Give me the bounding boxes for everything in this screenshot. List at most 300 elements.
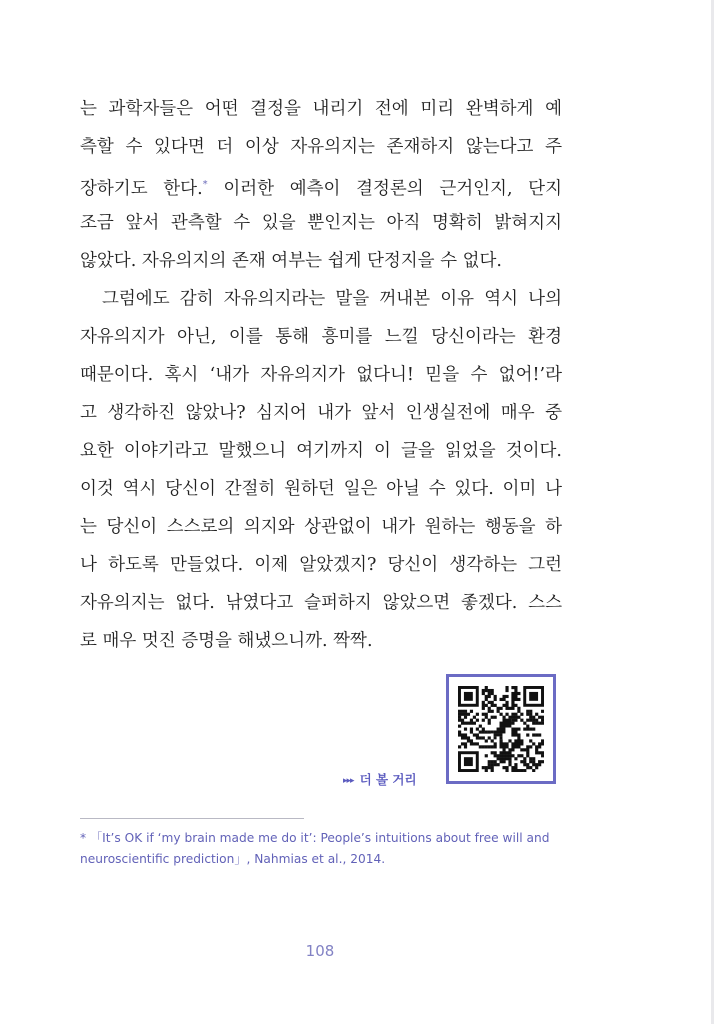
qr-module bbox=[491, 760, 494, 763]
qr-module bbox=[535, 766, 538, 769]
qr-module bbox=[479, 736, 482, 739]
qr-module bbox=[523, 757, 526, 760]
qr-module bbox=[541, 710, 544, 713]
text-line: 자유의지가 아닌, 이를 통해 흥미를 느낄 당신이라는 환경 bbox=[80, 327, 562, 347]
qr-module bbox=[485, 745, 488, 748]
qr-module bbox=[458, 719, 461, 722]
text-line: 요한 이야기라고 말했으니 여기까지 이 글을 읽었을 것이다. bbox=[80, 441, 562, 461]
qr-module bbox=[497, 707, 500, 710]
qr-module bbox=[488, 760, 491, 763]
page-number: 108 bbox=[305, 942, 335, 960]
qr-module bbox=[514, 719, 517, 722]
qr-module bbox=[514, 713, 517, 716]
qr-module bbox=[458, 730, 461, 733]
qr-module bbox=[517, 745, 520, 748]
qr-module bbox=[508, 716, 511, 719]
qr-module bbox=[505, 695, 508, 698]
qr-module bbox=[502, 704, 505, 707]
qr-module bbox=[476, 713, 479, 716]
qr-module bbox=[488, 701, 491, 704]
qr-module bbox=[520, 754, 523, 757]
qr-module bbox=[505, 769, 508, 772]
qr-module bbox=[494, 754, 497, 757]
qr-module bbox=[511, 754, 514, 757]
qr-module bbox=[511, 766, 514, 769]
qr-module bbox=[514, 739, 517, 742]
text-line: 로 매우 멋진 증명을 해냈으니까. 짝짝. bbox=[80, 631, 373, 651]
qr-module bbox=[514, 728, 517, 731]
qr-module bbox=[505, 701, 508, 704]
qr-module bbox=[476, 736, 479, 739]
qr-module bbox=[508, 739, 511, 742]
qr-module bbox=[497, 710, 500, 713]
qr-module bbox=[532, 742, 535, 745]
qr-module bbox=[520, 742, 523, 745]
qr-module bbox=[476, 719, 479, 722]
qr-module bbox=[511, 748, 514, 751]
qr-module bbox=[514, 730, 517, 733]
qr-module bbox=[517, 728, 520, 731]
qr-module bbox=[532, 769, 535, 772]
qr-module bbox=[482, 704, 485, 707]
qr-module bbox=[526, 748, 529, 751]
qr-module bbox=[461, 722, 464, 725]
qr-module bbox=[485, 704, 488, 707]
qr-module bbox=[476, 742, 479, 745]
qr-module bbox=[508, 751, 511, 754]
qr-module bbox=[508, 760, 511, 763]
qr-module bbox=[511, 701, 514, 704]
qr-module bbox=[491, 751, 494, 754]
qr-module bbox=[517, 707, 520, 710]
qr-module bbox=[535, 733, 538, 736]
qr-module bbox=[491, 716, 494, 719]
qr-module bbox=[517, 769, 520, 772]
qr-module bbox=[488, 695, 491, 698]
qr-module bbox=[541, 716, 544, 719]
qr-module bbox=[500, 698, 503, 701]
qr-module bbox=[479, 745, 482, 748]
qr-module bbox=[532, 719, 535, 722]
qr-module bbox=[529, 719, 532, 722]
qr-module bbox=[494, 716, 497, 719]
qr-module bbox=[538, 722, 541, 725]
qr-module bbox=[511, 733, 514, 736]
qr-module bbox=[526, 733, 529, 736]
qr-module bbox=[494, 695, 497, 698]
footnote bbox=[80, 828, 580, 870]
qr-module bbox=[526, 725, 529, 728]
qr-module bbox=[514, 698, 517, 701]
qr-module bbox=[514, 686, 517, 689]
text-line: 자유의지는 없다. 낚였다고 슬퍼하지 않았으면 좋겠다. 스스 bbox=[80, 593, 562, 613]
qr-module bbox=[488, 736, 491, 739]
text-line: 그럼에도 감히 자유의지라는 말을 꺼내본 이유 역시 나의 bbox=[102, 289, 562, 309]
qr-module bbox=[514, 763, 517, 766]
qr-module bbox=[532, 722, 535, 725]
qr-module bbox=[514, 733, 517, 736]
qr-module bbox=[500, 713, 503, 716]
qr-module bbox=[491, 704, 494, 707]
qr-module bbox=[491, 710, 494, 713]
text-segment: 이러한 예측이 결정론의 근거인지, 단지 bbox=[207, 179, 562, 199]
qr-module bbox=[476, 733, 479, 736]
qr-module bbox=[538, 733, 541, 736]
qr-module bbox=[523, 769, 526, 772]
qr-module bbox=[529, 745, 532, 748]
qr-module bbox=[482, 707, 485, 710]
qr-module bbox=[505, 704, 508, 707]
qr-module bbox=[514, 766, 517, 769]
text-line: 않았다. 자유의지의 존재 여부는 쉽게 단정지을 수 없다. bbox=[80, 251, 502, 271]
qr-module bbox=[520, 769, 523, 772]
qr-module bbox=[511, 716, 514, 719]
text-line: 고 생각하진 않았나? 심지어 내가 앞서 인생실전에 매우 중 bbox=[80, 403, 562, 423]
qr-module bbox=[526, 766, 529, 769]
qr-module bbox=[497, 763, 500, 766]
qr-module bbox=[529, 716, 532, 719]
qr-module bbox=[529, 710, 532, 713]
text-line: 이것 역시 당신이 간절히 원하던 일은 아닐 수 있다. 이미 나 bbox=[80, 479, 562, 499]
qr-module bbox=[535, 748, 538, 751]
qr-module bbox=[473, 733, 476, 736]
qr-module bbox=[488, 692, 491, 695]
qr-module bbox=[511, 769, 514, 772]
dinosaur-icon bbox=[491, 719, 512, 740]
qr-module bbox=[529, 757, 532, 760]
qr-module bbox=[458, 710, 461, 713]
qr-module bbox=[464, 710, 467, 713]
qr-module bbox=[529, 760, 532, 763]
more-to-see-label: 더 볼 거리 bbox=[359, 772, 417, 787]
qr-module bbox=[464, 736, 467, 739]
qr-module bbox=[508, 707, 511, 710]
qr-module bbox=[502, 754, 505, 757]
qr-module bbox=[470, 728, 473, 731]
qr-module bbox=[520, 719, 523, 722]
qr-module bbox=[461, 719, 464, 722]
qr-module bbox=[461, 733, 464, 736]
qr-module bbox=[535, 763, 538, 766]
qr-module bbox=[514, 745, 517, 748]
qr-module bbox=[461, 742, 464, 745]
qr-module bbox=[485, 713, 488, 716]
qr-module bbox=[500, 739, 503, 742]
text-line: 는 과학자들은 어떤 결정을 내리기 전에 미리 완벽하게 예 bbox=[80, 99, 562, 119]
qr-module bbox=[491, 739, 494, 742]
qr-module bbox=[523, 728, 526, 731]
qr-module bbox=[485, 689, 488, 692]
qr-module bbox=[461, 710, 464, 713]
qr-module bbox=[511, 713, 514, 716]
qr-module bbox=[511, 745, 514, 748]
arrows-icon: ▸▸▸ bbox=[343, 776, 354, 786]
qr-module bbox=[538, 742, 541, 745]
qr-finder bbox=[464, 757, 473, 766]
qr-module bbox=[502, 766, 505, 769]
qr-module bbox=[470, 739, 473, 742]
qr-module bbox=[485, 754, 488, 757]
qr-module bbox=[500, 760, 503, 763]
qr-module bbox=[535, 745, 538, 748]
qr-module bbox=[482, 766, 485, 769]
qr-module bbox=[517, 742, 520, 745]
qr-module bbox=[523, 722, 526, 725]
qr-module bbox=[532, 728, 535, 731]
qr-module bbox=[514, 716, 517, 719]
qr-module bbox=[476, 728, 479, 731]
qr-module bbox=[485, 769, 488, 772]
qr-module bbox=[523, 748, 526, 751]
qr-module bbox=[529, 766, 532, 769]
qr-module bbox=[505, 686, 508, 689]
qr-module bbox=[470, 742, 473, 745]
qr-module bbox=[464, 728, 467, 731]
qr-module bbox=[508, 757, 511, 760]
qr-module bbox=[458, 713, 461, 716]
qr-module bbox=[497, 757, 500, 760]
qr-module bbox=[517, 692, 520, 695]
qr-module bbox=[511, 728, 514, 731]
qr-module bbox=[467, 739, 470, 742]
qr-module bbox=[517, 739, 520, 742]
qr-module bbox=[532, 716, 535, 719]
qr-module bbox=[511, 692, 514, 695]
qr-module bbox=[482, 719, 485, 722]
qr-module bbox=[526, 728, 529, 731]
qr-module bbox=[532, 760, 535, 763]
qr-module bbox=[538, 745, 541, 748]
footnote-marker[interactable]: * bbox=[202, 179, 208, 190]
qr-module bbox=[458, 725, 461, 728]
qr-module bbox=[511, 707, 514, 710]
qr-module bbox=[491, 766, 494, 769]
qr-module bbox=[464, 716, 467, 719]
qr-module bbox=[502, 742, 505, 745]
qr-module bbox=[541, 742, 544, 745]
qr-module bbox=[488, 710, 491, 713]
qr-module bbox=[479, 725, 482, 728]
qr-module bbox=[464, 745, 467, 748]
qr-module bbox=[508, 748, 511, 751]
qr-module bbox=[458, 716, 461, 719]
qr-module bbox=[517, 716, 520, 719]
qr-module bbox=[470, 730, 473, 733]
qr-module bbox=[482, 689, 485, 692]
qr-module bbox=[529, 728, 532, 731]
qr-module bbox=[529, 739, 532, 742]
qr-module bbox=[505, 707, 508, 710]
qr-module bbox=[529, 713, 532, 716]
qr-module bbox=[458, 745, 461, 748]
qr-module bbox=[541, 760, 544, 763]
qr-module bbox=[520, 760, 523, 763]
qr-module bbox=[505, 751, 508, 754]
qr-module bbox=[526, 754, 529, 757]
text-line: 조금 앞서 관측할 수 있을 뿐인지는 아직 명확히 밝혀지지 bbox=[80, 213, 562, 233]
qr-module bbox=[526, 745, 529, 748]
qr-module bbox=[488, 722, 491, 725]
qr-module bbox=[482, 692, 485, 695]
qr-module bbox=[491, 689, 494, 692]
qr-module bbox=[517, 736, 520, 739]
qr-module bbox=[535, 719, 538, 722]
qr-module bbox=[500, 742, 503, 745]
qr-module bbox=[500, 754, 503, 757]
qr-module bbox=[526, 763, 529, 766]
qr-module bbox=[514, 692, 517, 695]
qr-module bbox=[541, 754, 544, 757]
qr-module bbox=[502, 757, 505, 760]
qr-module bbox=[538, 763, 541, 766]
qr-module bbox=[479, 730, 482, 733]
qr-module bbox=[532, 733, 535, 736]
qr-module bbox=[502, 748, 505, 751]
qr-module bbox=[482, 728, 485, 731]
qr-module bbox=[505, 742, 508, 745]
text-line: 나 하도록 만들었다. 이제 알았겠지? 당신이 생각하는 그런 bbox=[80, 555, 562, 575]
qr-code-image bbox=[458, 686, 544, 772]
qr-module bbox=[485, 686, 488, 689]
qr-module bbox=[482, 730, 485, 733]
qr-module bbox=[473, 742, 476, 745]
qr-module bbox=[467, 736, 470, 739]
qr-module bbox=[538, 751, 541, 754]
qr-module bbox=[514, 757, 517, 760]
qr-code[interactable] bbox=[446, 674, 556, 784]
qr-module bbox=[517, 710, 520, 713]
qr-module bbox=[502, 716, 505, 719]
footnote-line: * 「It’s OK if ‘my brain made me do it’: People’s intuitions about free will and bbox=[80, 831, 550, 845]
qr-module bbox=[538, 716, 541, 719]
qr-module bbox=[538, 760, 541, 763]
qr-module bbox=[511, 686, 514, 689]
qr-module bbox=[488, 730, 491, 733]
qr-finder bbox=[529, 692, 538, 701]
qr-module bbox=[482, 745, 485, 748]
qr-module bbox=[517, 733, 520, 736]
qr-module bbox=[488, 763, 491, 766]
qr-module bbox=[511, 698, 514, 701]
qr-module bbox=[511, 704, 514, 707]
qr-module bbox=[491, 692, 494, 695]
qr-module bbox=[505, 689, 508, 692]
qr-module bbox=[500, 745, 503, 748]
qr-module bbox=[517, 754, 520, 757]
qr-module bbox=[517, 698, 520, 701]
qr-module bbox=[511, 742, 514, 745]
qr-module bbox=[491, 763, 494, 766]
qr-module bbox=[494, 745, 497, 748]
qr-module bbox=[494, 742, 497, 745]
qr-module bbox=[488, 766, 491, 769]
qr-module bbox=[508, 763, 511, 766]
qr-module bbox=[500, 707, 503, 710]
more-to-see-link[interactable] bbox=[343, 770, 417, 788]
qr-module bbox=[461, 713, 464, 716]
qr-module bbox=[520, 739, 523, 742]
qr-module bbox=[514, 695, 517, 698]
qr-module bbox=[500, 751, 503, 754]
qr-module bbox=[470, 710, 473, 713]
qr-module bbox=[491, 769, 494, 772]
qr-module bbox=[488, 689, 491, 692]
qr-module bbox=[470, 722, 473, 725]
qr-module bbox=[494, 763, 497, 766]
qr-module bbox=[502, 760, 505, 763]
qr-module bbox=[505, 757, 508, 760]
qr-module bbox=[541, 719, 544, 722]
qr-module bbox=[520, 713, 523, 716]
qr-module bbox=[485, 695, 488, 698]
qr-module bbox=[514, 689, 517, 692]
qr-module bbox=[482, 713, 485, 716]
qr-module bbox=[482, 736, 485, 739]
qr-module bbox=[458, 733, 461, 736]
text-line bbox=[80, 166, 562, 204]
qr-module bbox=[485, 766, 488, 769]
qr-module bbox=[485, 716, 488, 719]
qr-module bbox=[535, 713, 538, 716]
qr-module bbox=[494, 698, 497, 701]
qr-module bbox=[514, 704, 517, 707]
qr-module bbox=[502, 695, 505, 698]
qr-module bbox=[470, 719, 473, 722]
qr-module bbox=[505, 766, 508, 769]
qr-module bbox=[497, 754, 500, 757]
qr-module bbox=[464, 713, 467, 716]
qr-module bbox=[494, 751, 497, 754]
qr-module bbox=[502, 745, 505, 748]
qr-module bbox=[532, 763, 535, 766]
qr-finder bbox=[464, 692, 473, 701]
qr-module bbox=[494, 704, 497, 707]
qr-module bbox=[526, 713, 529, 716]
qr-module bbox=[464, 733, 467, 736]
qr-module bbox=[541, 751, 544, 754]
qr-module bbox=[467, 722, 470, 725]
qr-module bbox=[473, 716, 476, 719]
qr-module bbox=[526, 719, 529, 722]
qr-module bbox=[505, 745, 508, 748]
qr-module bbox=[485, 698, 488, 701]
qr-module bbox=[511, 730, 514, 733]
text-line: 때문이다. 혹시 ‘내가 자유의지가 없다니! 믿을 수 없어!’라 bbox=[80, 365, 562, 385]
qr-module bbox=[511, 722, 514, 725]
qr-module bbox=[526, 710, 529, 713]
qr-module bbox=[500, 757, 503, 760]
qr-module bbox=[514, 742, 517, 745]
qr-module bbox=[523, 763, 526, 766]
qr-module bbox=[541, 739, 544, 742]
qr-module bbox=[505, 754, 508, 757]
qr-module bbox=[511, 695, 514, 698]
qr-module bbox=[488, 707, 491, 710]
qr-module bbox=[520, 748, 523, 751]
qr-module bbox=[541, 722, 544, 725]
footnote-line: neuroscientific prediction」, Nahmias et al., 2014. bbox=[80, 852, 386, 866]
qr-module bbox=[464, 722, 467, 725]
qr-module bbox=[502, 751, 505, 754]
qr-module bbox=[482, 701, 485, 704]
qr-module bbox=[473, 722, 476, 725]
qr-module bbox=[535, 722, 538, 725]
text-segment: 장하기도 한다. bbox=[80, 179, 203, 199]
qr-module bbox=[491, 701, 494, 704]
qr-module bbox=[485, 739, 488, 742]
footnote-divider bbox=[80, 818, 304, 819]
qr-module bbox=[508, 754, 511, 757]
